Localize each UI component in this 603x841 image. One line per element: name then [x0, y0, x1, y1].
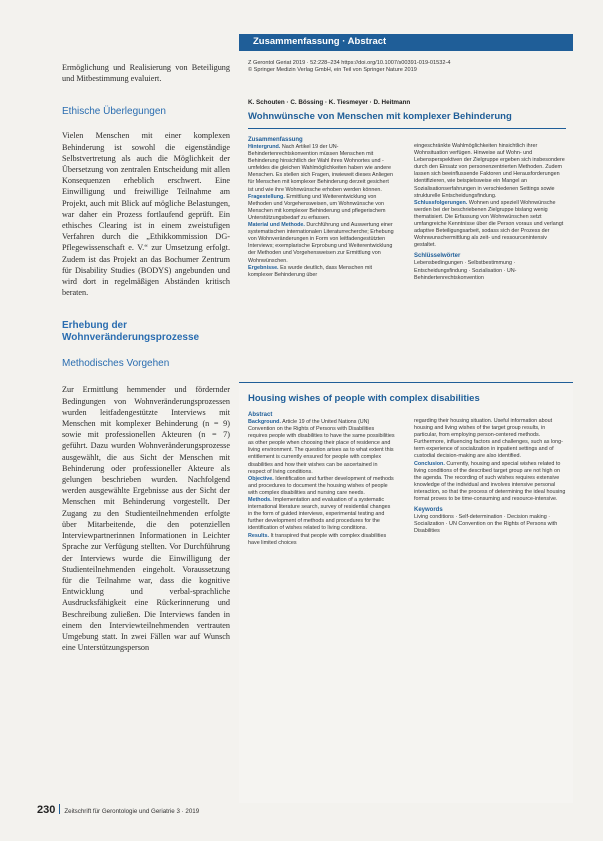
english-abstract-heading: Abstract [248, 412, 273, 418]
footer-divider [59, 804, 60, 814]
survey-heading: Erhebung der Wohnveränderungsprozesse [62, 320, 200, 344]
ethics-heading: Ethische Überlegungen [62, 106, 166, 118]
english-objective: Objective. Identification and further development of methods and procedures to document the housing wishes of people with complex disabilities and nursing care needs. [248, 475, 394, 496]
page-footer [37, 804, 199, 816]
german-keywords: Lebensbedingungen · Selbstbestimmung · Entscheidungsfindung · Sozialisation · UN-Behindertenrechtskonvention [414, 260, 517, 281]
english-conclusion: Conclusion. Currently, housing and special wishes related to living conditions of the described target group are not high on the agenda. The recording of such wishes requires extensive knowledge of the individual and involves intensive personal interaction, so that the process of determining the ideal housing format proves to be time-consuming and resource-intensive. [414, 460, 566, 503]
author-list: K. Schouten · C. Bössing · K. Tiesmeyer · D. Heitmann [248, 99, 411, 106]
german-results: Ergebnisse. Es wurde deutlich, dass Menschen mit komplexer Behinderung über [248, 264, 373, 278]
copyright-line: © Springer Medizin Verlag GmbH, ein Teil von Springer Nature 2019 [248, 67, 417, 73]
english-keywords-heading: Keywords [414, 507, 443, 514]
german-title: Wohnwünsche von Menschen mit komplexer Behinderung [248, 111, 512, 122]
german-abstract-col2 [414, 143, 566, 282]
english-abstract-col1 [248, 412, 395, 547]
ethics-text: Vielen Menschen mit einer komplexen Behinderung ist sowohl die eigenständige Selbstvertretung als auch die Möglichkeit der Übersetzung von zentralen Entscheidung mit allen Konsequenzen erheblich erschwert. Eine Einwilligung und freiwillige Teilnahme am Projekt, auch mit Blick auf mögliche Belastungen, war daher ein Prozess fortlaufend geprüft. Ein ethisches Clearing ist in einem zweistufigen Verfahren durch die „Ethikkommission DG-Pflegewissenschaft e. V.“ zur Umsetzung erfolgt. Zudem ist das Projekt an das Bochumer Zentrum für Disability Studies (BODYS) angebunden und wird dort in regelmäßigen Abständen kritisch beraten. [62, 131, 230, 298]
english-results: Results. It transpired that people with complex disabilities have limited choices [248, 532, 387, 546]
english-background: Background. Article 19 of the United Nations (UN) Convention on the Rights of Persons with Disabilities requires people with disabilities to have the same possibilities as other people when choosing their place of residence and living environment. The question arises as to what extent this entitlement is currently ensured for people with complex disabilities and how their wishes can be ascertained in respect of living conditions. [248, 419, 395, 475]
intro-text: Ermöglichung und Realisierung von Beteiligung und Mitbestimmung evaluiert. [62, 63, 230, 84]
method-heading: Methodisches Vorgehen [62, 358, 170, 370]
left-column [62, 62, 230, 653]
title-divider [248, 128, 566, 129]
method-text: Zur Ermittlung hemmender und fördernder Bedingungen von Wohnveränderungsprozessen wurden leitfadengestützte Interviews mit Menschen mit komplexer Behinderung (n = 9) sowie mit professionellen Akteuren (n = 7) geführt. Dazu wurden Wohnveränderungsprozesse ausgewählt, die aus Sicht der Menschen mit Behinderung oder professioneller Akteure als gelungen beschrieben wurden. Nachfolgend werden ausgewählte Ergebnisse aus der Sicht der Menschen mit Behinderung vorgestellt. Der Zugang zu den Studienteilnehmenden erfolgte über Mitarbeitende, die den potenziellen Interviewpartnerinnen Informationen in Leichter Sprache zur Verfügung stellten. Vor Durchführung der Interviews wurde die Einwilligung der Studienteilnehmenden eingeholt. Voraussetzung für die Teilnahme war, dass die kognitive Entwicklung und verbal-sprachliche Ausdrucksfähigkeit eine Rückerinnerung und Beschreibung zuließen. Die Interviews fanden in einem den Interviewteilnehmenden vertrauten Umgebung statt. In zwei Fällen war auf Wunsch eine Unterstützungsperson [62, 385, 230, 653]
english-methods: Methods. Implementation and evaluation of a systematic international literature search, survey of residential changes in the form of guided interviews, experimental testing and further development of methods and procedures for the identification of wishes related to living conditions. [248, 497, 391, 532]
citation-meta [248, 60, 566, 74]
english-results-cont: regarding their housing situation. Useful information about housing and living wishes of the target group results, in particular, from employing person-centered methods. Furthermore, influencing factors and challenges, such as long-term experience of socialization in inpatient settings and of custodial decision-making are also identified. [414, 418, 563, 460]
german-methods: Material und Methode. Durchführung und Auswertung einer systematischen internationalen Literaturrecherche; Erhebung von Wohnveränderungen in Form von leitfadengestützten Interviews; exemplarische Erprobung und Weiterentwicklung der Methoden und Vorgehensweisen zur Ermittlung von Wohnwünschen. [248, 222, 394, 264]
citation-line: Z Gerontol Geriat 2019 · 52:228–234 https://doi.org/10.1007/s00391-019-01532-4 [248, 60, 451, 66]
page-number: 230 [37, 804, 56, 816]
german-abstract-heading: Zusammenfassung [248, 137, 303, 143]
abstract-banner [239, 34, 573, 51]
german-abstract-col1 [248, 137, 395, 279]
english-title: Housing wishes of people with complex disabilities [248, 393, 480, 404]
german-keywords-heading: Schlüsselwörter [414, 253, 461, 260]
english-abstract-col2 [414, 418, 566, 535]
german-background: Hintergrund. Nach Artikel 19 der UN-Behindertenrechtskonvention müssen Menschen mit Behinderung hinsichtlich der Wahl ihres Wohnortes und -umfeldes die gleichen Wahlmöglichkeiten haben wie andere Menschen. Es stellen sich Fragen, inwieweit dieses Anliegen für Menschen mit komplexer Behinderung derzeit gesichert ist und wie ihre Wohnwünsche erhoben werden können. [248, 144, 394, 193]
english-keywords: Living conditions · Self-determination · Decision making · Socialization · UN Convention on the Rights of Persons with Disabilities [414, 514, 558, 535]
german-conclusion: Schlussfolgerungen. Wohnen und speziell Wohnwünsche werden bei der beschriebenen Zielgruppe bislang wenig thematisiert. Die Erfassung von Wohnwünschen setzt umfangreiche Kenntnisse über die Person voraus und verlangt adaptive Beteiligungsarbeit, sodass sich der Prozess der Wohnwunschermittlung als zeit- und ressourcenintensiv gestaltet. [414, 199, 564, 249]
german-aim: Fragestellung. Ermittlung und Weiterentwicklung von Methoden und Vorgehensweisen, um Wohnwünsche von Menschen mit komplexer Behinderung und pflegerischem Unterstützungsbedarf zu erfassen. [248, 193, 386, 221]
banner-label: Zusammenfassung · Abstract [253, 36, 387, 47]
journal-name: Zeitschrift für Gerontologie und Geriatrie 3 · 2019 [64, 808, 200, 815]
german-results-cont: eingeschränkte Wahlmöglichkeiten hinsichtlich ihrer Wohnsituation verfügen. Hinweise auf Wohn- und Lebensperspektiven der Zielgruppe ergeben sich insbesondere durch den Einsatz von personenzentrierten Methoden. Zudem lassen sich beeinflussende Faktoren und Herausforderungen identifizieren, wie beispielsweise ein Mangel an Sozialisationserfahrungen in verschiedenen Settings sowie strukturelle Entscheidungsfindung. [414, 143, 565, 199]
